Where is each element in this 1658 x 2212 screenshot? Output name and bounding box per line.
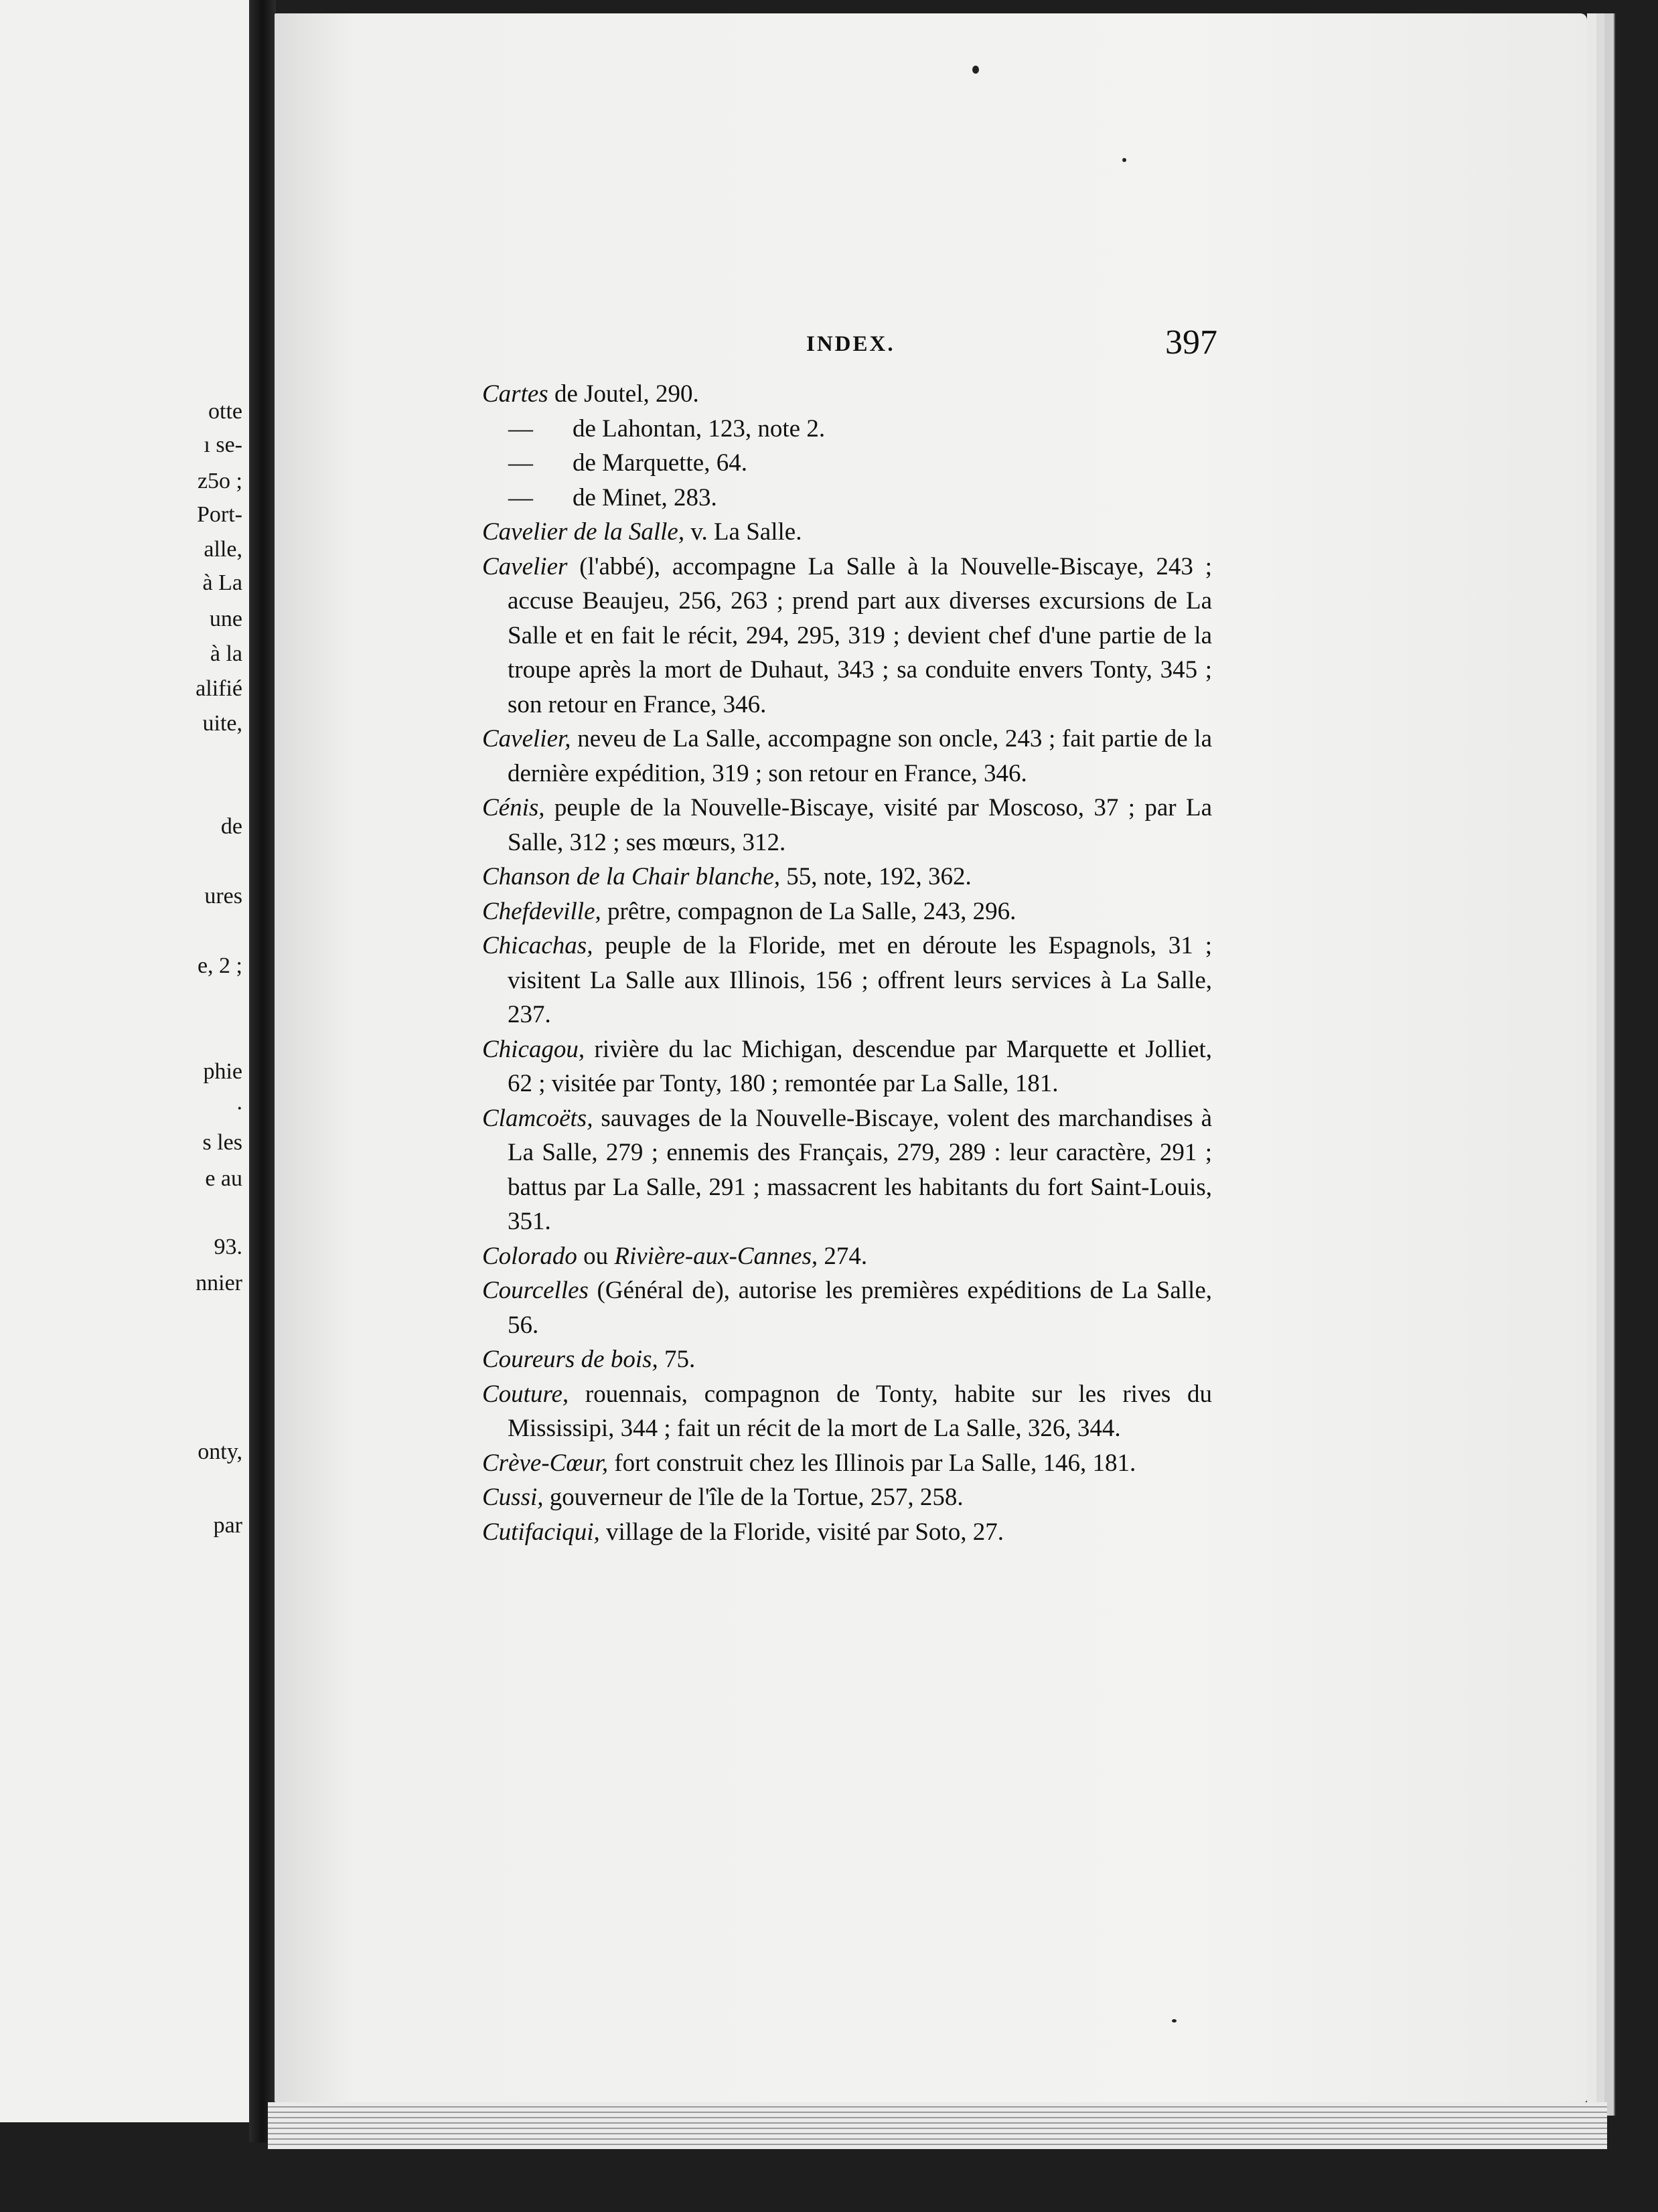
- index-term: Cénis,: [482, 794, 545, 821]
- scan-speck: [1122, 158, 1126, 162]
- index-references: rouennais, compagnon de Tonty, habite sur les rives du Mississipi, 344 ; fait un récit de la mort de La Salle, 326, 344.: [508, 1380, 1212, 1442]
- index-entry: [482, 1273, 1212, 1342]
- index-term: Chanson de la Chair blanche,: [482, 863, 781, 890]
- index-term: Coureurs de bois,: [482, 1346, 658, 1373]
- index-term: Cussi,: [482, 1484, 544, 1511]
- index-subentry: [482, 446, 1212, 481]
- previous-page-text-fragment: onty,: [198, 1439, 242, 1464]
- index-references: peuple de la Floride, met en déroute les Espagnols, 31 ; visitent La Salle aux Illinois, 156 ; offrent leurs services à La Salle, 237.: [508, 932, 1212, 1028]
- previous-page-text-fragment: .: [236, 1090, 242, 1115]
- index-entry: [482, 1342, 1212, 1377]
- index-references: rivière du lac Michigan, descendue par Marquette et Jolliet, 62 ; visitée par Tonty, 180 ; remontée par La Salle, 181.: [508, 1035, 1212, 1097]
- running-header: INDEX.: [806, 332, 895, 356]
- page-bottom-edges: [268, 2102, 1607, 2149]
- previous-page-text-fragment: otte: [208, 399, 242, 424]
- previous-page-text-fragment: z5o ;: [197, 469, 242, 493]
- index-entry: [482, 929, 1212, 1032]
- index-references: de Joutel, 290.: [548, 380, 699, 408]
- previous-page-text-fragment: 93.: [214, 1235, 242, 1259]
- index-references: peuple de la Nouvelle-Biscaye, visité par Moscoso, 37 ; par La Salle, 312 ; ses mœurs, 312.: [508, 794, 1212, 856]
- index-term: Courcelles: [482, 1277, 589, 1304]
- index-references: neveu de La Salle, accompagne son oncle, 243 ; fait partie de la dernière expédition, 319 ; son retour en France, 346.: [508, 725, 1212, 787]
- index-references: village de la Floride, visité par Soto, 27.: [599, 1518, 1004, 1546]
- ditto-dash: —: [508, 449, 533, 477]
- index-references: ou: [577, 1242, 615, 1270]
- index-references: fort construit chez les Illinois par La Salle, 146, 181.: [608, 1449, 1136, 1477]
- index-term: Rivière-aux-Cannes,: [614, 1242, 818, 1270]
- previous-page-text-fragment: alle,: [204, 537, 242, 562]
- index-term: Cartes: [482, 380, 548, 408]
- index-references: 55, note, 192, 362.: [780, 863, 972, 890]
- index-entry: [482, 1239, 1212, 1274]
- index-entry: [482, 1101, 1212, 1239]
- previous-page-text-fragment: phie: [203, 1059, 242, 1084]
- index-term: Cutifaciqui,: [482, 1518, 600, 1546]
- index-term: Chicagou,: [482, 1035, 585, 1063]
- index-subentry: [482, 412, 1212, 447]
- index-term: Clamcoëts,: [482, 1104, 593, 1132]
- previous-page-text-fragment: à La: [202, 570, 242, 595]
- scan-speck: [1172, 2019, 1177, 2023]
- index-entry: [482, 1032, 1212, 1101]
- index-subentry: [482, 481, 1212, 516]
- previous-page-text-fragment: uite,: [202, 711, 242, 736]
- index-term: Cavelier de la Salle,: [482, 518, 685, 546]
- index-references: de Marquette, 64.: [573, 449, 747, 477]
- previous-page-text-fragment: s les: [202, 1130, 242, 1155]
- index-term: Couture,: [482, 1380, 569, 1408]
- index-references: (Général de), autorise les premières expéditions de La Salle, 56.: [508, 1277, 1212, 1339]
- index-references: sauvages de la Nouvelle-Biscaye, volent des marchandises à La Salle, 279 ; ennemis des Français, 279, 289 : leur caractère, 291 ; battus par La Salle, 291 ; massacrent les habitants du fort Saint-Louis, 351.: [508, 1104, 1212, 1235]
- scan-speck: [972, 66, 979, 74]
- previous-page-text-fragment: Port-: [197, 502, 242, 527]
- previous-page-text-fragment: ı se-: [204, 432, 242, 457]
- previous-page-text-fragment: à la: [210, 641, 242, 666]
- index-entry: [482, 1446, 1212, 1481]
- previous-page-text-fragment: ures: [204, 884, 242, 908]
- previous-page-text-fragment: e au: [205, 1166, 242, 1191]
- page-edge: [1604, 13, 1615, 2116]
- ditto-dash: —: [508, 483, 533, 511]
- index-term: Chicachas,: [482, 932, 593, 959]
- index-entry: [482, 791, 1212, 860]
- index-entry: [482, 1515, 1212, 1550]
- index-term: Cavelier,: [482, 725, 571, 753]
- previous-page-text-fragment: nnier: [196, 1271, 242, 1295]
- index-entry: [482, 550, 1212, 722]
- index-term: Colorado: [482, 1242, 577, 1270]
- previous-page-text-fragment: une: [209, 607, 242, 631]
- previous-page-text-fragment: e, 2 ;: [197, 953, 242, 978]
- index-entry: [482, 722, 1212, 791]
- ditto-dash: —: [508, 414, 533, 443]
- index-references: de Lahontan, 123, note 2.: [573, 414, 826, 443]
- index-term: Crève-Cœur,: [482, 1449, 609, 1477]
- index-references: v. La Salle.: [684, 518, 802, 546]
- index-entry: [482, 377, 1212, 412]
- page-number: 397: [1165, 323, 1217, 362]
- previous-page-text-fragment: de: [220, 814, 242, 839]
- index-references: 274.: [818, 1242, 868, 1270]
- index-entry: [482, 894, 1212, 929]
- index-references: (l'abbé), accompagne La Salle à la Nouvelle-Biscaye, 243 ; accuse Beaujeu, 256, 263 ; prend part aux diverses excursions de La Salle et en fait le récit, 294, 295, 319 ; devient chef d'une partie de la troupe après la mort de Duhaut, 343 ; sa conduite envers Tonty, 345 ; son retour en France, 346.: [508, 552, 1212, 718]
- book-gutter: [249, 0, 276, 2142]
- previous-page-text-fragment: alifié: [196, 676, 242, 701]
- index-entries: [482, 377, 1212, 1549]
- index-references: gouverneur de l'île de la Tortue, 257, 258.: [543, 1484, 964, 1511]
- index-entry: [482, 860, 1212, 894]
- index-references: prêtre, compagnon de La Salle, 243, 296.: [601, 897, 1016, 925]
- index-term: Chefdeville,: [482, 897, 601, 925]
- index-entry: [482, 1377, 1212, 1446]
- index-entry: [482, 515, 1212, 550]
- previous-page-fragment: [0, 0, 249, 2122]
- index-term: Cavelier: [482, 552, 568, 580]
- previous-page-text-fragment: par: [213, 1513, 242, 1538]
- index-references: de Minet, 283.: [573, 483, 717, 511]
- index-references: 75.: [658, 1346, 696, 1373]
- index-entry: [482, 1480, 1212, 1515]
